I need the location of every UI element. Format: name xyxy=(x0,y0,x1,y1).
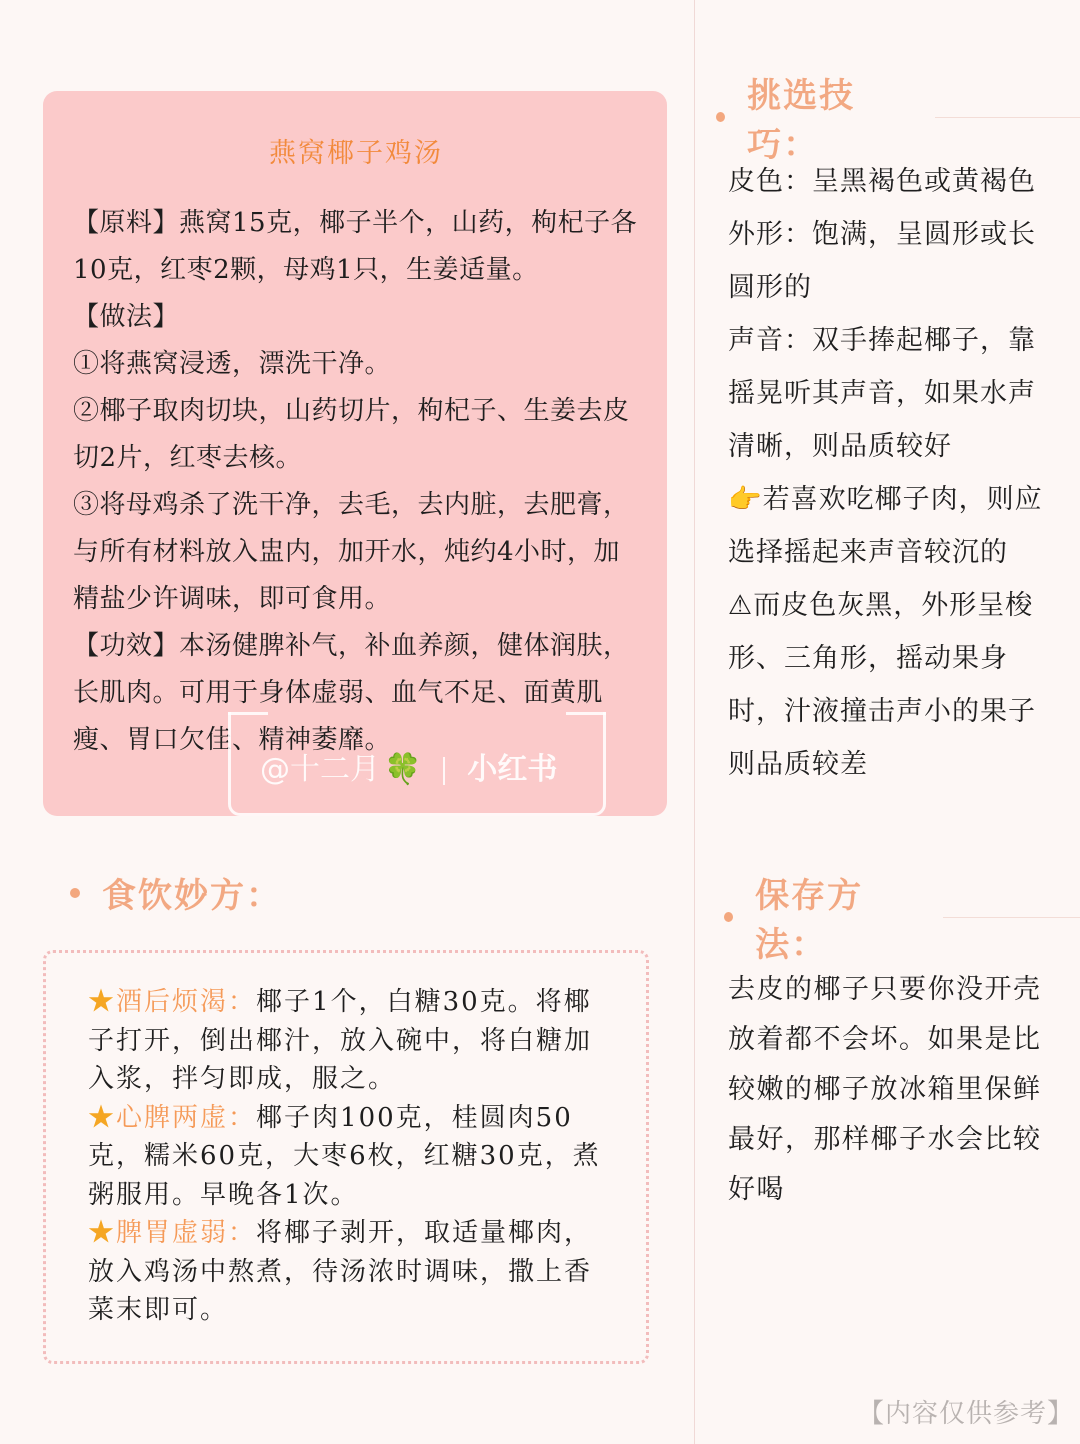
recipe-card xyxy=(43,91,667,816)
recipe-ingredients: 【原料】燕窝15克，椰子半个，山药，枸杞子各10克，红枣2颗，母鸡1只，生姜适量。 xyxy=(73,208,638,285)
storage-body xyxy=(728,965,1050,1215)
selection-line-shape: 外形：饱满，呈圆形或长圆形的 xyxy=(728,219,1036,303)
bullet-dot-icon xyxy=(70,888,80,898)
column-divider xyxy=(694,0,695,1444)
bullet-dot-icon xyxy=(716,112,725,122)
selection-header xyxy=(716,68,1080,166)
star-icon: ★ xyxy=(88,1102,117,1133)
clover-icon: 🍀 xyxy=(384,752,422,787)
selection-title: 挑选技巧： xyxy=(747,76,856,165)
warning-icon: ⚠ xyxy=(728,590,754,621)
storage-header xyxy=(724,868,1080,966)
diet-item-label: 脾胃虚弱： xyxy=(116,1218,257,1248)
diet-item-label: 心脾两虚： xyxy=(116,1102,257,1133)
diet-title: 食饮妙方： xyxy=(102,876,282,916)
diet-item xyxy=(88,983,616,1099)
selection-line-tip: 👉若喜欢吃椰子肉，则应选择摇起来声音较沉的 xyxy=(728,484,1043,568)
header-rule xyxy=(943,917,1080,918)
recipe-method-heading: 【做法】 xyxy=(73,302,180,332)
recipe-step-1: ①将燕窝浸透，漂洗干净。 xyxy=(73,349,392,379)
diet-header xyxy=(70,868,282,917)
recipe-step-3: ③将母鸡杀了洗干净，去毛，去内脏，去肥膏，与所有材料放入盅内，加开水，炖约4小时，加精盐少许调味，即可食用。 xyxy=(73,490,630,614)
diet-item-text: 椰子1个，白糖30克。将椰子打开，倒出椰汁，放入碗中，将白糖加入浆，拌匀即成，服之。 xyxy=(88,987,593,1094)
diet-item-text: 椰子肉100克，桂圆肉50克，糯米60克，大枣6枚，红糖30克，煮粥服用。早晚各1次。 xyxy=(88,1102,601,1210)
watermark-brand: 小红书 xyxy=(467,752,558,787)
star-icon: ★ xyxy=(88,987,117,1017)
recipe-step-2: ②椰子取肉切块，山药切片，枸杞子、生姜去皮切2片，红枣去核。 xyxy=(73,396,630,473)
watermark xyxy=(260,744,557,788)
storage-title: 保存方法： xyxy=(755,876,864,965)
storage-text: 去皮的椰子只要你没开壳放着都不会坏。如果是比较嫩的椰子放冰箱里保鲜最好，那样椰子水会比较好喝 xyxy=(728,974,1042,1205)
pointing-hand-icon: 👉 xyxy=(728,484,763,515)
star-icon: ★ xyxy=(88,1218,117,1248)
diet-item xyxy=(88,1099,616,1215)
watermark-handle: @十二月 xyxy=(260,752,380,787)
selection-line-color: 皮色：呈黑褐色或黄褐色 xyxy=(728,166,1036,197)
diet-item-label: 酒后烦渴： xyxy=(116,987,257,1017)
watermark-corner-left xyxy=(228,712,268,715)
header-rule xyxy=(935,117,1080,118)
disclaimer-note: 【内容仅供参考】 xyxy=(858,1399,1075,1429)
watermark-corner-right xyxy=(566,712,606,715)
selection-line-sound: 声音：双手捧起椰子，靠摇晃听其声音，如果水声清晰，则品质较好 xyxy=(728,325,1036,462)
diet-item xyxy=(88,1214,616,1330)
selection-line-warning: ⚠而皮色灰黑，外形呈梭形、三角形，摇动果身时，汁液撞击声小的果子则品质较差 xyxy=(728,590,1036,780)
recipe-title: 燕窝椰子鸡汤 xyxy=(269,138,443,169)
recipe-effects: 【功效】本汤健脾补气，补血养颜，健体润肤，长肌肉。可用于身体虚弱、血气不足、面黄肌瘦、胃口欠佳、精神萎靡。 xyxy=(73,631,630,755)
recipe-body xyxy=(73,200,639,764)
diet-item-text: 将椰子剥开，取适量椰肉，放入鸡汤中熬煮，待汤浓时调味，撒上香菜末即可。 xyxy=(88,1218,593,1325)
diet-box xyxy=(43,950,649,1364)
watermark-separator xyxy=(443,757,445,785)
bullet-dot-icon xyxy=(724,912,733,922)
selection-body xyxy=(728,155,1050,791)
